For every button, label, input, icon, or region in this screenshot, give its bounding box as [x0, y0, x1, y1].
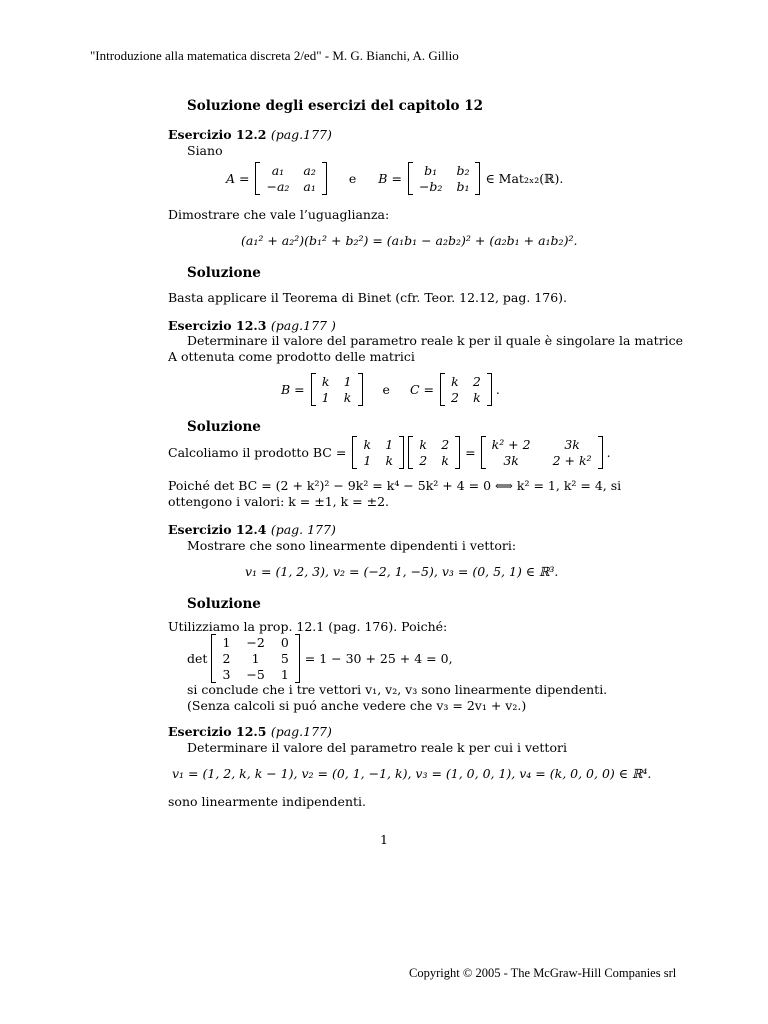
exercise-12-4-heading	[168, 522, 336, 537]
matrix-b: k 1 1 k	[352, 436, 404, 469]
exercise-intro: Siano	[187, 143, 223, 158]
exercise-text: Mostrare che sono linearmente dipendenti i vettori:	[187, 538, 517, 553]
calc-label: Calcoliamo il prodotto BC =	[168, 445, 347, 460]
conjunction: e	[348, 171, 357, 186]
exercise-12-5-heading	[168, 724, 332, 739]
matrix-a: a₁ a₂ −a₂ a₁	[255, 162, 326, 195]
exercise-12-3-heading	[168, 318, 336, 333]
matrix-b: k 1 1 k	[311, 373, 363, 406]
solution-heading: Soluzione	[187, 265, 261, 281]
conjunction: e	[382, 382, 390, 397]
period: .	[606, 445, 611, 460]
matrix-c: k 2 2 k	[408, 436, 460, 469]
matrix-c: k 2 2 k	[440, 373, 492, 406]
product-calculation	[168, 436, 611, 469]
matrix-c-label: C =	[409, 382, 434, 397]
exercise-label: Esercizio 12.2	[168, 127, 267, 142]
solution-heading: Soluzione	[187, 419, 261, 435]
exercise-text: sono linearmente indipendenti.	[168, 794, 366, 809]
solution-text: Utilizziamo la prop. 12.1 (pag. 176). Poiché:	[168, 619, 448, 634]
conclusion-text: si conclude che i tre vettori v₁, v₂, v₃ sono linearmente dipendenti.	[187, 682, 608, 697]
matrix-b: b₁ b₂ −b₂ b₁	[408, 162, 481, 195]
exercise-label: Esercizio 12.4	[168, 522, 267, 537]
vectors-line: v₁ = (1, 2, 3), v₂ = (−2, 1, −5), v₃ = (0, 5, 1) ∈ ℝ³.	[245, 564, 559, 579]
determinant-equation	[187, 634, 453, 683]
matrix-b-label: B =	[281, 382, 305, 397]
det-label: det	[187, 651, 208, 666]
exercise-ref: (pag. 177)	[270, 522, 336, 537]
exercise-ref: (pag.177)	[270, 724, 332, 739]
document-header: "Introduzione alla matematica discreta 2/ed" - M. G. Bianchi, A. Gillio	[90, 48, 459, 63]
exercise-ref: (pag.177)	[270, 127, 332, 142]
vectors-line: v₁ = (1, 2, k, k − 1), v₂ = (0, 1, −1, k), v₃ = (1, 0, 0, 1), v₄ = (k, 0, 0, 0) ∈ ℝ⁴.	[172, 766, 652, 781]
solution-heading: Soluzione	[187, 596, 261, 612]
period: .	[495, 382, 500, 397]
remark-text: (Senza calcoli si puó anche vedere che v₃ = 2v₁ + v₂.)	[187, 698, 527, 713]
solution-text: Basta applicare il Teorema di Binet (cfr. Teor. 12.12, pag. 176).	[168, 290, 567, 305]
matrices-b-c	[281, 373, 500, 406]
exercise-text: A ottenuta come prodotto delle matrici	[168, 349, 415, 364]
identity-equation: (a₁² + a₂²)(b₁² + b₂²) = (a₁b₁ − a₂b₂)² + (a₂b₁ + a₁b₂)².	[241, 233, 578, 248]
page-title: Soluzione degli esercizi del capitolo 12	[187, 98, 484, 114]
exercise-label: Esercizio 12.5	[168, 724, 267, 739]
prove-text: Dimostrare che vale l’uguaglianza:	[168, 207, 390, 222]
copyright-notice: Copyright © 2005 - The McGraw-Hill Companies srl	[409, 966, 677, 980]
equals-sign: =	[465, 445, 476, 460]
exercise-label: Esercizio 12.3	[168, 318, 267, 333]
exercise-ref: (pag.177 )	[270, 318, 336, 333]
exercise-12-2-heading	[168, 127, 332, 142]
matrix-set: ∈ Mat₂ₓ₂(ℝ).	[485, 171, 564, 186]
matrices-a-b	[226, 162, 563, 195]
values-line: ottengono i valori: k = ±1, k = ±2.	[168, 494, 390, 509]
det-result: = 1 − 30 + 25 + 4 = 0,	[304, 651, 453, 666]
page-number: 1	[380, 832, 388, 847]
determinant-line: Poiché det BC = (2 + k²)² − 9k² = k⁴ − 5k² + 4 = 0 ⟺ k² = 1, k² = 4, si	[168, 478, 622, 493]
matrix-product: k² + 2 3k 3k 2 + k²	[481, 436, 603, 469]
matrix-b-label: B =	[378, 171, 402, 186]
exercise-text: Determinare il valore del parametro reale k per il quale è singolare la matrice	[187, 333, 684, 348]
exercise-text: Determinare il valore del parametro reale k per cui i vettori	[187, 740, 567, 755]
matrix-3x3: 1 −2 0 2 1 5 3 −5 1	[211, 634, 299, 683]
matrix-a-label: A =	[226, 171, 250, 186]
